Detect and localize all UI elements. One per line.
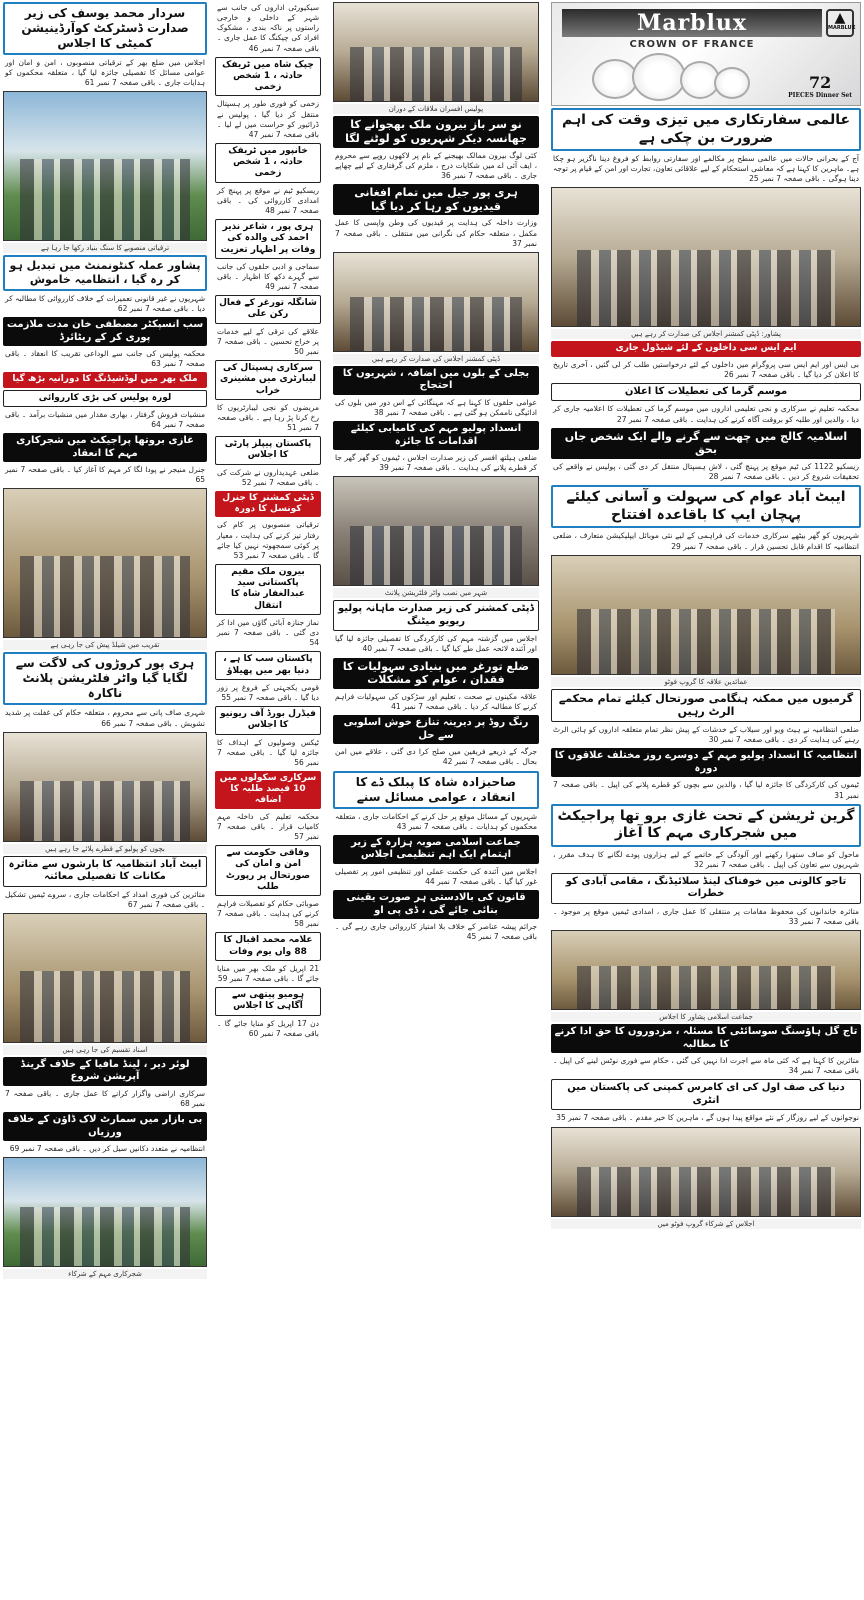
headline[interactable]: سرکاری ہسپتال کی لیبارٹری میں مشینری خراب [215, 360, 321, 400]
article-body: آج کے بحرانی حالات میں عالمی سطح پر مکالمے اور سفارتی روابط کو فروغ دینا ناگزیر ہو چکا ہے۔ ماہرین کا کہنا ہے کہ معاشی استحکام کے لیے علاقائی تعاون، تجارت اور امن کے قیام پر توجہ دینا ہوگی ۔ باقی صفحہ 7 نمبر 25 [553, 154, 859, 184]
article-body: شہریوں کے مسائل موقع پر حل کرنے کے احکامات جاری ، متعلقہ محکموں کو ہدایات ۔ باقی صفحہ 7 نمبر 43 [335, 811, 537, 831]
headline[interactable]: گرین ٹریشن کے تحت غازی برو تھا پراجیکٹ میں شجرکاری مہم کا آغاز [551, 804, 861, 847]
news-photo[interactable] [3, 1157, 207, 1267]
headline[interactable]: ڈپٹی کمشنر کی زیر صدارت ماہانہ پولیو ریویو میٹنگ [333, 600, 539, 631]
column-left [0, 0, 210, 1600]
article-body: متاثرین کا کہنا ہے کہ کئی ماہ سے اجرت ادا نہیں کی گئی ، حکام سے فوری نوٹس لینے کی اپیل ۔ باقی صفحہ 7 نمبر 34 [553, 1056, 859, 1076]
article-body: وزارت داخلہ کی ہدایت پر قیدیوں کی وطن واپسی کا عمل مکمل ، متعلقہ حکام کی نگرانی میں منتقلی ۔ باقی صفحہ 7 نمبر 37 [335, 218, 537, 248]
article-body: سرکاری اراضی واگزار کرانے کا عمل جاری ۔ باقی صفحہ 7 نمبر 68 [5, 1088, 205, 1108]
ad-brand-name: Marblux [562, 9, 822, 37]
article-body: بی ایس اور ایم ایس سی پروگرام میں داخلوں کے لئے درخواستیں طلب کر لی گئیں ، آخری تاریخ کا اعلان کر دیا گیا ۔ باقی صفحہ 7 نمبر 26 [553, 359, 859, 379]
article-body: ترقیاتی منصوبوں پر کام کی رفتار تیز کرنے کی ہدایت ، معیار پر کوئی سمجھوتہ نہیں کیا جائے گا ۔ باقی صفحہ 7 نمبر 53 [217, 520, 319, 560]
news-photo[interactable] [3, 91, 207, 241]
article-body: محکمہ تعلیم کی داخلہ مہم کامیاب قرار ۔ باقی صفحہ 7 نمبر 57 [217, 811, 319, 841]
photo-caption: عمائدین علاقہ کا گروپ فوٹو [551, 677, 861, 687]
photo-caption: جماعت اسلامی پشاور کا اجلاس [551, 1012, 861, 1022]
headline[interactable]: ڈپٹی کمشنر کا جنرل کونسل کا دورہ [215, 491, 321, 518]
ad-tagline: CROWN OF FRANCE [629, 39, 755, 50]
article-body: مریضوں کو نجی لیبارٹریوں کا رخ کرنا پڑ رہا ہے ۔ باقی صفحہ 7 نمبر 51 [217, 402, 319, 432]
headline[interactable]: عالمی سفارتکاری میں تیزی وقت کی اہم ضرورت بن چکی ہے [551, 108, 861, 151]
headline[interactable]: فیڈرل بورڈ آف ریونیو کا اجلاس [215, 706, 321, 735]
article-body: ٹیکس وصولیوں کے اہداف کا جائزہ لیا گیا ۔ باقی صفحہ 7 نمبر 56 [217, 737, 319, 767]
news-photo[interactable] [551, 930, 861, 1010]
headline[interactable]: رنگ روڈ پر دیرینہ تنازع خوش اسلوبی سے حل [333, 715, 539, 744]
article-body: منشیات فروش گرفتار ، بھاری مقدار میں منشیات برآمد ۔ باقی صفحہ 7 نمبر 64 [5, 409, 205, 429]
article-body: کئی لوگ بیرون ممالک بھیجنے کے نام پر لاکھوں روپے سے محروم ، ایف آئی اے میں شکایات درج ، ملزم کی گرفتاری کے لیے چھاپے جاری ۔ باقی صفحہ 7 نمبر 36 [335, 150, 537, 180]
article-body: اجلاس میں ضلع بھر کے ترقیاتی منصوبوں ، امن و امان اور عوامی مسائل کا تفصیلی جائزہ لیا گیا ، متعلقہ محکموں کو ہدایات جاری ۔ باقی صفحہ 7 نمبر 61 [5, 58, 205, 88]
article-body: شہری صاف پانی سے محروم ، متعلقہ حکام کی غفلت پر شدید تشویش ۔ باقی صفحہ 7 نمبر 66 [5, 708, 205, 728]
article-body: ضلعی انتظامیہ نے ہیٹ ویو اور سیلاب کے خدشات کے پیش نظر تمام متعلقہ اداروں کو ہائی الرٹ رہنے کی ہدایت کر دی ۔ باقی صفحہ 7 نمبر 30 [553, 725, 859, 745]
headline[interactable]: وفاقی حکومت سے امن و امان کی صورتحال پر رپورٹ طلب [215, 845, 321, 896]
article-body: اجلاس میں گزشتہ مہم کی کارکردگی کا تفصیلی جائزہ لیا گیا اور آئندہ لائحہ عمل طے کیا گیا ۔ باقی صفحہ 7 نمبر 40 [335, 634, 537, 654]
headline[interactable]: موسم گرما کی تعطیلات کا اعلان [551, 383, 861, 402]
headline[interactable]: خانپور میں ٹریفک حادثہ ، 1 شخص زخمی [215, 143, 321, 183]
photo-caption: پولیس افسران ملاقات کے دوران [333, 104, 539, 114]
article-body: سیکیورٹی اداروں کی جانب سے شہر کے داخلی و خارجی راستوں پر ناکہ بندی ، مشکوک افراد کی چیکنگ کا عمل جاری ۔ باقی صفحہ 7 نمبر 46 [217, 3, 319, 53]
headline[interactable]: ہومیو پیتھی سے آگاہی کا اجلاس [215, 987, 321, 1016]
headline[interactable]: پشاور عملہ کنٹونمنٹ میں تبدیل ہو کر رہ گیا ، انتظامیہ خاموش [3, 255, 207, 291]
article-body: صوبائی حکام کو تفصیلات فراہم کرنے کی ہدایت ۔ باقی صفحہ 7 نمبر 58 [217, 899, 319, 929]
headline[interactable]: ملک بھر میں لوڈشیڈنگ کا دورانیہ بڑھ گیا [3, 372, 207, 387]
article-body: انتظامیہ نے متعدد دکانیں سیل کر دیں ۔ باقی صفحہ 7 نمبر 69 [9, 1144, 205, 1154]
headline[interactable]: دنیا کی صف اول کی ای کامرس کمپنی کی پاکستان میں انٹری [551, 1079, 861, 1110]
article-body: علاقے کی ترقی کے لیے خدمات پر خراج تحسین ۔ باقی صفحہ 7 نمبر 50 [217, 326, 319, 356]
article-body: ریسکیو ٹیم نے موقع پر پہنچ کر امدادی کارروائی کی ۔ باقی صفحہ 7 نمبر 48 [217, 185, 319, 215]
brand-logo: ▲ MARBLUX [826, 9, 854, 37]
headline[interactable]: لوئر دیر ، لینڈ مافیا کے خلاف گرینڈ آپریشن شروع [3, 1057, 207, 1086]
headline[interactable]: بی بازار میں سمارٹ لاک ڈاؤن کے خلاف ورزیاں [3, 1112, 207, 1141]
news-photo[interactable] [551, 1127, 861, 1217]
article-body: عوامی حلقوں کا کہنا ہے کہ مہنگائی کے اس دور میں بلوں کی ادائیگی ناممکن ہو گئی ہے ۔ باقی صفحہ 7 نمبر 38 [335, 397, 537, 417]
article-body: ریسکیو 1122 کی ٹیم موقع پر پہنچ گئی ، لاش ہسپتال منتقل کر دی گئی ، پولیس نے واقعے کی تحقیقات شروع کر دیں ۔ باقی صفحہ 7 نمبر 28 [553, 462, 859, 482]
headline[interactable]: ایم ایس سی داخلوں کے لئے شیڈول جاری [551, 341, 861, 356]
headline[interactable]: انتظامیہ کا انسداد پولیو مہم کے دوسرے روز مختلف علاقوں کا دورہ [551, 748, 861, 777]
photo-caption: تقریب میں شیلڈ پیش کی جا رہی ہے [3, 640, 207, 650]
headline[interactable]: سب انسپکٹر مصطفی خان مدت ملازمت پوری کر کے ریٹائرڈ [3, 317, 207, 346]
photo-caption: شجرکاری مہم کے شرکاء [3, 1269, 207, 1279]
marblux-advertisement[interactable] [551, 2, 861, 106]
news-photo[interactable] [3, 488, 207, 638]
news-photo[interactable] [3, 732, 207, 842]
headline[interactable]: سرکاری سکولوں میں 10 فیصد طلبہ کا اضافہ [215, 771, 321, 809]
photo-caption: پشاور: ڈپٹی کمشنر اجلاس کی صدارت کر رہے ہیں [551, 329, 861, 339]
photo-caption: ڈپٹی کمشنر اجلاس کی صدارت کر رہے ہیں [333, 354, 539, 364]
article-body: 21 اپریل کو ملک بھر میں منایا جائے گا ۔ باقی صفحہ 7 نمبر 59 [217, 963, 319, 983]
news-photo[interactable] [333, 252, 539, 352]
headline[interactable]: تاجو کالونی میں خوفناک لینڈ سلائیڈنگ ، مقامی آبادی کو خطرات [551, 873, 861, 904]
news-photo[interactable] [333, 476, 539, 586]
photo-caption: شہر میں نصب واٹر فلٹریشن پلانٹ [333, 588, 539, 598]
headline[interactable]: غازی بروتھا پراجیکٹ میں شجرکاری مہم کا انعقاد [3, 433, 207, 462]
headline[interactable]: قانون کی بالادستی ہر صورت یقینی بنائی جائے گی ، ڈی پی او [333, 890, 539, 919]
headline[interactable]: صاحبزادہ شاہ کا پبلک ڈے کا انعقاد ، عوامی مسائل سنے [333, 771, 539, 809]
headline[interactable]: سردار محمد یوسف کی زیر صدارت ڈسٹرکٹ کوآرڈینیشن کمیٹی کا اجلاس [3, 2, 207, 55]
article-body: علاقہ مکینوں نے صحت ، تعلیم اور سڑکوں کی سہولیات فراہم کرنے کا مطالبہ کر دیا ۔ باقی صفحہ 7 نمبر 41 [335, 692, 537, 712]
article-body: قومی یکجہتی کے فروغ پر زور دیا گیا ۔ باقی صفحہ 7 نمبر 55 [217, 682, 319, 702]
headline[interactable]: لورہ پولیس کی بڑی کارروائی [3, 390, 207, 407]
headline[interactable]: پاکستان پیپلز پارٹی کا اجلاس [215, 436, 321, 465]
photo-caption: ترقیاتی منصوبے کا سنگ بنیاد رکھا جا رہا ہے [3, 243, 207, 253]
headline[interactable]: اسلامیہ کالج میں چھت سے گرنے والے ایک شخص جاں بحق [551, 428, 861, 460]
article-body: ٹیموں کی کارکردگی کا جائزہ لیا گیا ، والدین سے بچوں کو قطرے پلانے کی اپیل ۔ باقی صفحہ 7 نمبر 31 [553, 780, 859, 800]
headline[interactable]: جماعت اسلامی صوبہ ہزارہ کے زیر اہتمام ایک اہم تنظیمی اجلاس [333, 835, 539, 864]
article-body: جرائم پیشہ عناصر کے خلاف بلا امتیاز کارروائی جاری رہے گی ۔ باقی صفحہ 7 نمبر 45 [335, 922, 537, 942]
ad-piece-count: 72 PIECES Dinner Set [788, 73, 852, 99]
article-body: زخمی کو فوری طور پر ہسپتال منتقل کر دیا گیا ، پولیس نے ڈرائیور کو حراست میں لے لیا ۔ باقی صفحہ 7 نمبر 47 [217, 99, 319, 139]
article-body: ضلعی ہیلتھ افسر کی زیر صدارت اجلاس ، ٹیموں کو گھر گھر جا کر قطرے پلانے کی ہدایت ۔ باقی صفحہ 7 نمبر 39 [335, 453, 537, 473]
news-photo[interactable] [551, 187, 861, 327]
column-center [330, 0, 542, 1600]
photo-caption: اسناد تقسیم کی جا رہی ہیں [3, 1045, 207, 1055]
article-body: متاثرین کی فوری امداد کے احکامات جاری ، سروے ٹیمیں تشکیل ۔ باقی صفحہ 7 نمبر 67 [5, 889, 205, 909]
headline[interactable]: چپک شاہ میں ٹریفک حادثہ ، 1 شخص زخمی [215, 57, 321, 97]
dinner-set-image [592, 53, 804, 101]
headline[interactable]: تاج گل ہاؤسنگ سوسائٹی کا مسئلہ ، مزدوروں کا حق ادا کرنے کا مطالبہ [551, 1024, 861, 1053]
headline[interactable]: ضلع تورغر میں بنیادی سہولیات کا فقدان ، عوام کو مشکلات [333, 658, 539, 690]
news-photo[interactable] [551, 555, 861, 675]
article-body: متاثرہ خاندانوں کی محفوظ مقامات پر منتقلی کا عمل جاری ، امدادی ٹیمیں موقع پر موجود ۔ باقی صفحہ 7 نمبر 33 [553, 906, 859, 926]
article-body: نوجوانوں کے لیے روزگار کے نئے مواقع پیدا ہوں گے ، ماہرین کا خیر مقدم ۔ باقی صفحہ 7 نمبر 35 [556, 1113, 859, 1123]
article-body: شہریوں کو گھر بیٹھے سرکاری خدمات کی فراہمی کے لیے نئی موبائل ایپلیکیشن متعارف ، ضلعی انتظامیہ کا اقدام قابل تحسین قرار ۔ باقی صفحہ 7 نمبر 29 [553, 531, 859, 551]
column-right [548, 0, 864, 1600]
photo-caption: اجلاس کے شرکاء گروپ فوٹو میں [551, 1219, 861, 1229]
headline[interactable]: ایبٹ آباد عوام کی سہولت و آسانی کیلئے پہچان ایپ کا باقاعدہ افتتاح [551, 485, 861, 528]
article-body: ماحول کو صاف ستھرا رکھنے اور آلودگی کے خاتمے کے لیے ہزاروں پودے لگانے کا ہدف مقرر ، شہریوں سے تعاون کی اپیل ۔ باقی صفحہ 7 نمبر 32 [553, 849, 859, 869]
headline[interactable]: ایبٹ آباد انتظامیہ کا بارشوں سے متاثرہ مکانات کا تفصیلی معائنہ [3, 856, 207, 887]
article-body: دن 17 اپریل کو منایا جائے گا ۔ باقی صفحہ 7 نمبر 60 [217, 1018, 319, 1038]
headline[interactable]: شانگلہ تورغر کے فعال رکن علی [215, 295, 321, 324]
headline[interactable]: ہری پور کروڑوں کی لاگت سے لگایا گیا واٹر فلٹریشن پلانٹ ناکارہ [3, 652, 207, 705]
article-body: سماجی و ادبی حلقوں کی جانب سے گہرے دکھ کا اظہار ۔ باقی صفحہ 7 نمبر 49 [217, 261, 319, 291]
headline[interactable]: پاکستان سب کا ہے ، دنیا بھر میں پھیلاؤ [215, 651, 321, 680]
article-body: جنرل منیجر نے پودا لگا کر مہم کا آغاز کیا ۔ باقی صفحہ 7 نمبر 65 [5, 465, 205, 485]
headline[interactable]: ہری پور جیل میں تمام افغانی قیدیوں کو رہا کر دیا گیا [333, 184, 539, 216]
headline[interactable]: علامہ محمد اقبال کا 88 واں یوم وفات [215, 932, 321, 961]
article-body: محکمہ پولیس کی جانب سے الوداعی تقریب کا انعقاد ۔ باقی صفحہ 7 نمبر 63 [5, 349, 205, 369]
news-photo[interactable] [333, 2, 539, 102]
article-body: شہریوں نے غیر قانونی تعمیرات کے خلاف کارروائی کا مطالبہ کر دیا ۔ باقی صفحہ 7 نمبر 62 [5, 293, 205, 313]
article-body: جرگہ کے ذریعے فریقین میں صلح کرا دی گئی ، علاقے میں امن بحال ۔ باقی صفحہ 7 نمبر 42 [335, 747, 537, 767]
news-photo[interactable] [3, 913, 207, 1043]
article-body: نماز جنازہ آبائی گاؤں میں ادا کر دی گئی ۔ باقی صفحہ 7 نمبر 54 [217, 617, 319, 648]
column-narrow [212, 0, 324, 1600]
article-body: محکمہ تعلیم نے سرکاری و نجی تعلیمی اداروں میں موسم گرما کی تعطیلات کا اعلامیہ جاری کر دیا ، والدین اور طلبہ کو بروقت آگاہ کرنے کی ہدایت ۔ باقی صفحہ 7 نمبر 27 [553, 404, 859, 424]
headline[interactable]: انسداد پولیو مہم کی کامیابی کیلئے اقدامات کا جائزہ [333, 421, 539, 450]
headline[interactable]: گرمیوں میں ممکنہ ہنگامی صورتحال کیلئے تمام محکمے الرٹ رہیں [551, 689, 861, 723]
headline[interactable]: بیرون ملک مقیم پاکستانی سید عبدالغفار شاہ کا انتقال [215, 564, 321, 615]
headline[interactable]: نو سر باز بیرون ملک بھجوانے کا جھانسہ دیکر شہریوں کو لوٹنے لگا [333, 116, 539, 148]
article-body: اجلاس میں آئندہ کی حکمت عملی اور تنظیمی امور پر تفصیلی غور کیا گیا ۔ باقی صفحہ 7 نمبر 44 [335, 866, 537, 886]
headline[interactable]: ہری پور ، شاعر نذیر احمد کی والدہ کی وفات پر اظہار تعزیت [215, 219, 321, 259]
article-body: ضلعی عہدیداروں نے شرکت کی ۔ باقی صفحہ 7 نمبر 52 [217, 467, 319, 487]
headline[interactable]: بجلی کے بلوں میں اضافہ ، شہریوں کا احتجاج [333, 366, 539, 395]
photo-caption: بچوں کو پولیو کے قطرے پلائے جا رہے ہیں [3, 844, 207, 854]
